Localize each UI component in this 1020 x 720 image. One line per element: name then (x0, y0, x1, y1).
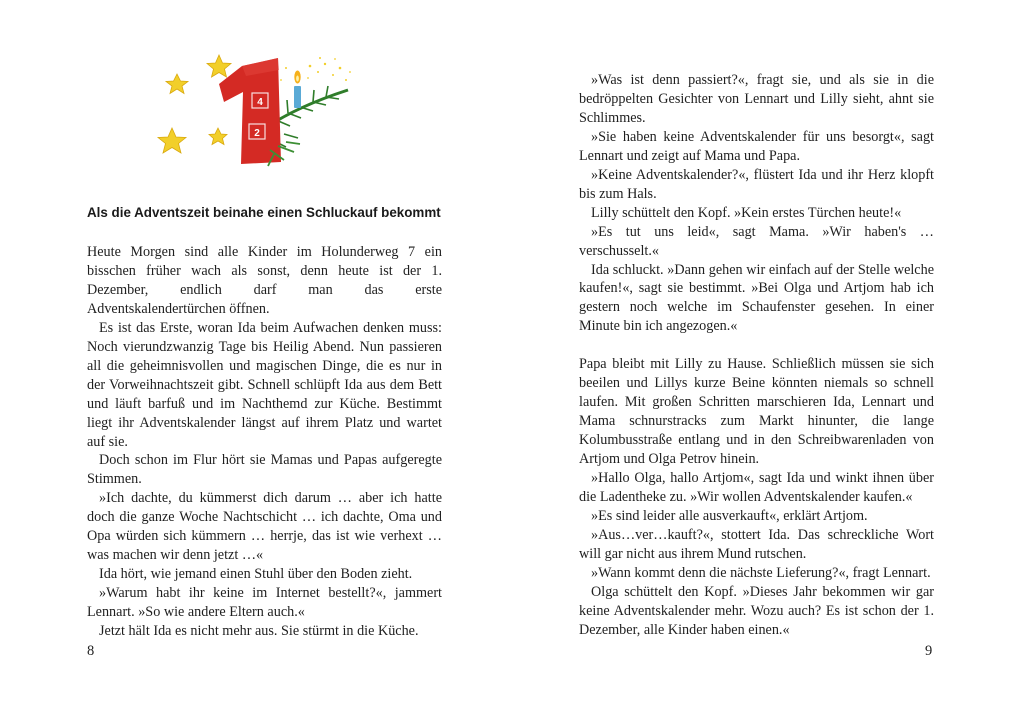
paragraph: Ida hört, wie jemand einen Stuhl über den Boden zieht. (99, 566, 413, 583)
paragraph: »Es sind leider alle ausverkauft«, erklärt Artjom. (591, 507, 868, 524)
candle (294, 86, 301, 108)
star-icon (207, 55, 231, 77)
calendar-door-label: 4 (257, 97, 263, 108)
right-body-text (579, 71, 934, 640)
paragraph: »Sie haben keine Adventskalender für uns besorgt«, sagt Lennart und zeigt auf Mama und Papa. (579, 128, 934, 164)
page-number: 8 (87, 643, 95, 659)
paragraph: Heute Morgen sind alle Kinder im Holunderweg 7 ein bisschen früher wach als sonst, denn heute ist der 1. Dezember, endlich darf man das erste Adventskalendertürchen öffnen. (87, 244, 442, 317)
star-icon (158, 128, 186, 153)
paragraph: »Keine Adventskalender?«, flüstert Ida und ihr Herz klopft bis zum Hals. (579, 166, 934, 202)
flame-core (296, 76, 299, 82)
star-icon (166, 74, 188, 94)
paragraph: »Was ist denn passiert?«, fragt sie, und als sie in die bedröppelten Gesichter von Lennart und Lilly sieht, ahnt sie Schlimmes. (579, 72, 934, 126)
left-body-text (87, 243, 442, 641)
paragraph: »Wann kommt denn die nächste Lieferung?«, fragt Lennart. (591, 564, 931, 581)
paragraph: »Aus…ver…kauft?«, stottert Ida. Das schreckliche Wort will gar nicht aus ihrem Mund rutschen. (579, 526, 934, 562)
chapter-title: Als die Adventszeit beinahe einen Schluckauf bekommt (87, 205, 441, 220)
paragraph: »Hallo Olga, hallo Artjom«, sagt Ida und winkt ihnen über die Ladentheke zu. »Wir wollen Adventskalender kaufen.« (579, 470, 934, 505)
paragraph: »Ich dachte, du kümmerst dich darum … aber ich hatte doch die ganze Woche Nachtschicht … ich dachte, Oma und Opa würden sich kümmern … herrje, das ist wie verhext … was machen wir denn jetzt …« (87, 490, 442, 564)
paragraph: Jetzt hält Ida es nicht mehr aus. Sie stürmt in die Küche. (99, 623, 419, 640)
paragraph: Olga schüttelt den Kopf. »Dieses Jahr bekommen wir gar keine Adventskalender mehr. Wozu auch? Es ist schon der 1. Dezember, alle Kinder haben einen.« (579, 583, 934, 638)
star-icon (209, 128, 227, 145)
paragraph: Lilly schüttelt den Kopf. »Kein erstes Türchen heute!« (591, 204, 902, 221)
sparkles (280, 57, 351, 81)
paragraph: »Es tut uns leid«, sagt Mama. »Wir haben's … verschusselt.« (579, 223, 934, 259)
paragraph: Doch schon im Flur hört sie Mamas und Papas aufgeregte Stimmen. (87, 452, 442, 488)
paragraph: Papa bleibt mit Lilly zu Hause. Schließlich müssen sie sich beeilen und Lillys kurze Beine könnten niemals so schnell laufen. Mit großen Schritten marschieren Ida, Lennart und Mama schnurstracks zum Markt hinunter, die lange Kolumbusstraße entlang und in den Schreibwarenladen von Artjom und Olga Petrov hinein. (579, 356, 934, 468)
page-number: 9 (925, 643, 933, 659)
paragraph: Es ist das Erste, woran Ida beim Aufwachen denken muss: Noch vierundzwanzig Tage bis Heilig Abend. Nun passieren all die geheimnisvollen und magischen Dinge, die es nur in der Vorweihnachtszeit gibt. Schnell schlüpft Ida aus dem Bett und läuft barfuß und im Nachthemd zur Küche. Bestimmt liegt ihr Adventskalender längst auf ihrem Platz und wartet auf sie. (87, 319, 442, 450)
calendar-door-label: 2 (254, 128, 260, 139)
advent-calendar-illustration (150, 50, 365, 170)
paragraph: »Warum habt ihr keine im Internet bestellt?«, jammert Lennart. »So wie andere Eltern auch.« (87, 585, 442, 621)
paragraph: Ida schluckt. »Dann gehen wir einfach auf der Stelle welche kaufen!«, sagt sie bestimmt. »Bei Olga und Artjom hab ich gestern noch welche im Schaufenster gesehen. In einer Minute bin ich angezogen.« (579, 261, 934, 335)
